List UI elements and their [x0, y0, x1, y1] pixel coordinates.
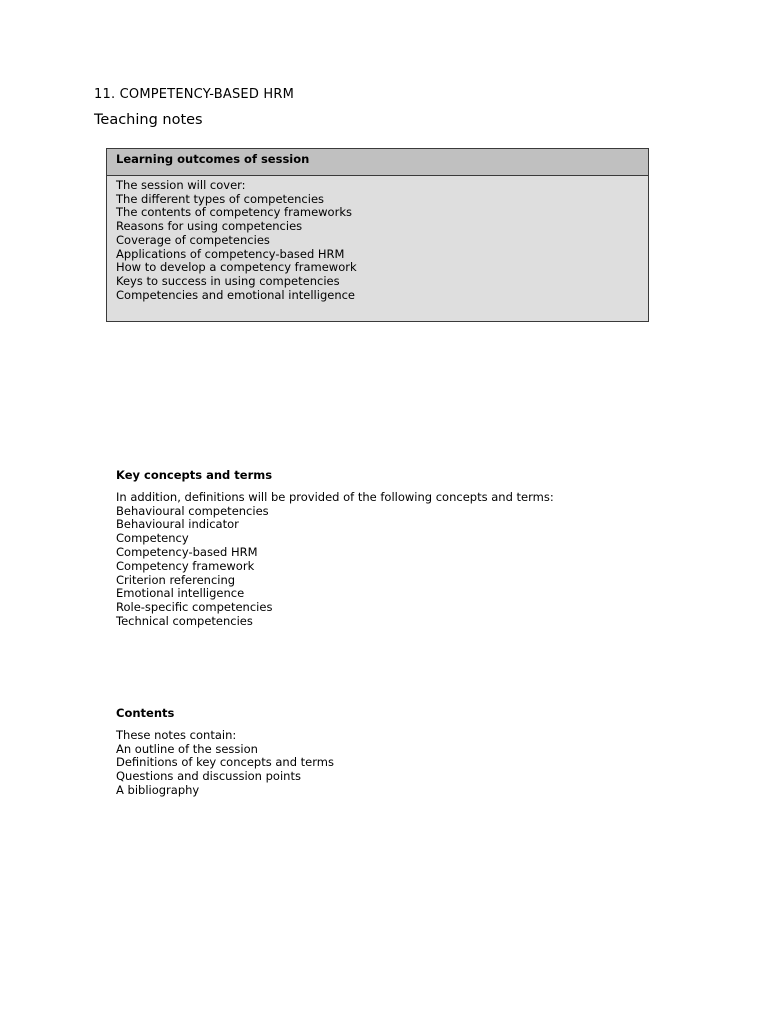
list-item: Competency framework — [116, 558, 255, 573]
list-item: Behavioural competencies — [116, 503, 269, 518]
list-item: Behavioural indicator — [116, 517, 239, 532]
list-item: Criterion referencing — [116, 572, 236, 587]
learning-outcomes-list — [107, 176, 648, 302]
list-item: Competency-based HRM — [116, 544, 258, 559]
list-item: Role-specific competencies — [116, 600, 273, 615]
key-concepts-section — [116, 469, 554, 629]
list-item: A bibliography — [116, 782, 200, 797]
key-concepts-heading: Key concepts and terms — [116, 468, 273, 482]
list-item: An outline of the session — [116, 741, 258, 756]
contents-section — [116, 707, 334, 798]
chapter-title: 11. COMPETENCY-BASED HRM — [94, 87, 294, 102]
page-subtitle: Teaching notes — [94, 112, 203, 128]
list-item: The contents of competency frameworks — [116, 205, 352, 220]
list-item: Keys to success in using competencies — [116, 273, 340, 288]
list-item: Questions and discussion points — [116, 769, 301, 784]
list-item: How to develop a competency framework — [116, 260, 357, 275]
list-item: Coverage of competencies — [116, 232, 270, 247]
list-item: Technical competencies — [116, 613, 253, 628]
list-item: Emotional intelligence — [116, 586, 245, 601]
learning-outcomes-heading: Learning outcomes of session — [107, 149, 648, 176]
contents-intro: These notes contain: — [116, 727, 237, 742]
key-concepts-intro: In addition, definitions will be provided of the following concepts and terms: — [116, 489, 554, 504]
learning-outcomes-box — [106, 148, 649, 322]
list-item: The different types of competencies — [116, 191, 325, 206]
contents-heading: Contents — [116, 706, 175, 720]
list-item: Applications of competency-based HRM — [116, 246, 345, 261]
list-item: Definitions of key concepts and terms — [116, 755, 334, 770]
list-item: Competency — [116, 531, 189, 546]
list-item: Competencies and emotional intelligence — [116, 287, 356, 302]
learning-outcomes-intro: The session will cover: — [116, 178, 246, 192]
list-item: Reasons for using competencies — [116, 219, 303, 234]
